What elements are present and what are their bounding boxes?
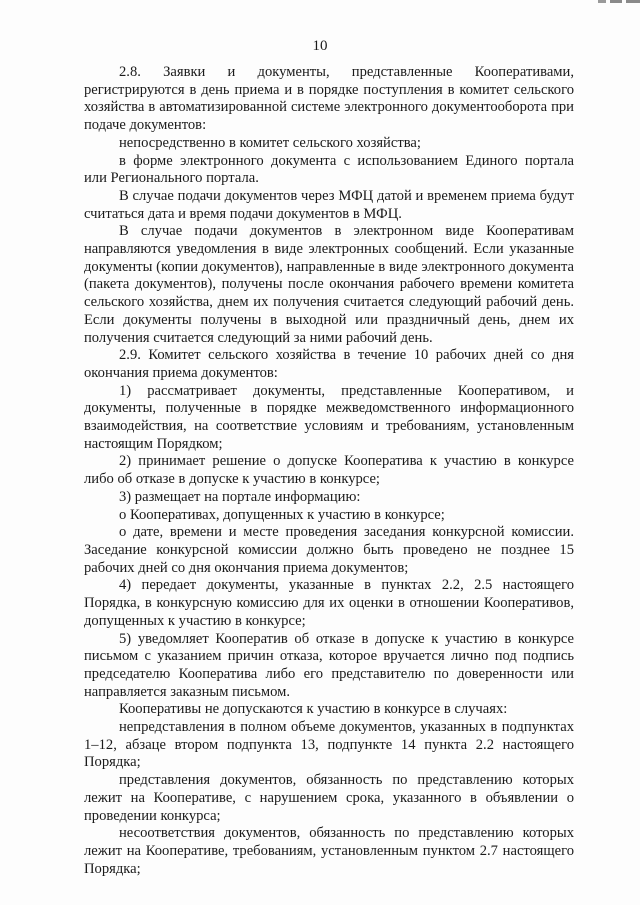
paragraph: 2) принимает решение о допуске Кооператива к участию в конкурсе либо об отказе в допуске к участию в конкурсе; [84,453,574,488]
paragraph: несоответствия документов, обязанность по представлению которых лежит на Кооперативе, требованиям, установленным пунктом 2.7 настоящего Порядка; [84,825,574,877]
paragraph: 4) передает документы, указанные в пунктах 2.2, 2.5 настоящего Порядка, в конкурсную комиссию для их оценки в отношении Кооперативов, допущенных к участию в конкурсе; [84,577,574,629]
paragraph: о Кооперативах, допущенных к участию в конкурсе; [119,506,445,523]
paragraph: Кооперативы не допускаются к участию в конкурсе в случаях: [119,701,508,718]
paragraph: в форме электронного документа с использованием Единого портала или Регионального портала. [84,152,574,187]
paragraph: 3) размещает на портале информацию: [119,488,361,505]
paragraph: 5) уведомляет Кооператив об отказе в допуске к участию в конкурсе письмом с указанием причин отказа, которое вручается лично под подпись председателю Кооператива либо его представителю по доверенности или направляется заказным письмом. [84,630,574,700]
paragraph: В случае подачи документов через МФЦ датой и временем приема будут считаться дата и время подачи документов в МФЦ. [84,187,574,222]
paragraph: непосредственно в комитет сельского хозяйства; [119,134,421,151]
page-number: 10 [312,38,328,54]
document-body [84,64,574,878]
paragraph: о дате, времени и месте проведения заседания конкурсной комиссии. Заседание конкурсной комиссии должно быть проведено не позднее 15 рабочих дней со дня окончания приема документов; [84,524,574,576]
paragraph: представления документов, обязанность по представлению которых лежит на Кооперативе, с нарушением срока, указанного в объявлении о проведении конкурса; [84,772,574,824]
paragraph: 1) рассматривает документы, представленные Кооперативом, и документы, полученные в порядке межведомственного информационного взаимодействия, на соответствие условиям и требованиям, установленным настоящим Порядком; [84,382,574,452]
paragraph: 2.9. Комитет сельского хозяйства в течение 10 рабочих дней со дня окончания приема документов: [84,347,574,381]
paragraph: 2.8. Заявки и документы, представленные Кооперативами, регистрируются в день приема и в порядке поступления в комитет сельского хозяйства в автоматизированной системе электронного документооборота при подаче документов: [84,64,574,134]
corner-mark [580,0,640,10]
paragraph: непредставления в полном объеме документов, указанных в подпунктах 1–12, абзаце втором подпункта 13, подпункте 14 пункта 2.2 настоящего Порядка; [84,719,574,771]
paragraph: В случае подачи документов в электронном виде Кооперативам направляются уведомления в виде электронных сообщений. Если указанные документы (копии документов), направленные в виде электронного документа (пакета документов), получены после окончания рабочего времени комитета сельского хозяйства, днем их получения считается следующий рабочий день. Если документы получены в выходной или праздничный день, днем их получения считается следующий за ними рабочий день. [84,223,574,346]
